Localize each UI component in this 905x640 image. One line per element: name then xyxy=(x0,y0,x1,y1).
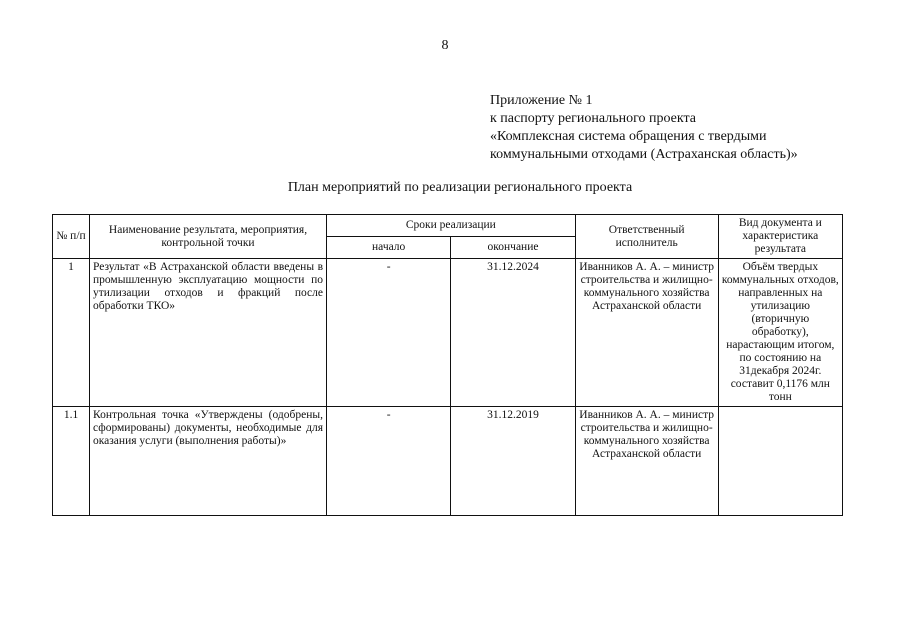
cell-end: 31.12.2019 xyxy=(451,407,575,516)
page-number: 8 xyxy=(441,38,449,53)
plan-title: План мероприятий по реализации регионального проекта xyxy=(287,180,633,195)
appendix-line: Приложение № 1 xyxy=(490,93,593,108)
table-header-row xyxy=(53,215,843,237)
table-row xyxy=(53,259,843,407)
cell-num: 1.1 xyxy=(53,407,90,516)
appendix-line: коммунальными отходами (Астраханская область)» xyxy=(490,147,798,162)
cell-start: - xyxy=(327,407,451,516)
header-num: № п/п xyxy=(53,215,90,259)
cell-responsible: Иванников А. А. – министр строительства и жилищно-коммунального хозяйства Астраханской области xyxy=(575,407,718,516)
plan-table xyxy=(52,214,843,516)
appendix-line: к паспорту регионального проекта xyxy=(490,111,696,126)
header-start: начало xyxy=(327,237,451,259)
header-responsible: Ответственный исполнитель xyxy=(575,215,718,259)
appendix-block xyxy=(490,92,798,164)
cell-responsible: Иванников А. А. – министр строительства и жилищно-коммунального хозяйства Астраханской области xyxy=(575,259,718,407)
table-row xyxy=(53,407,843,516)
cell-name: Контрольная точка «Утверждены (одобрены, сформированы) документы, необходимые для оказания услуги (выполнения работы)» xyxy=(90,407,327,516)
cell-name: Результат «В Астраханской области введены в промышленную эксплуатацию мощности по утилизации отходов и фракций после обработки ТКО» xyxy=(90,259,327,407)
header-end: окончание xyxy=(451,237,575,259)
header-terms: Сроки реализации xyxy=(327,215,576,237)
cell-document xyxy=(718,407,842,516)
cell-document: Объём твердых коммунальных отходов, направленных на утилизацию (вторичную обработку), нарастающим итогом, по состоянию на 31декабря 2024г. составит 0,1176 млн тонн xyxy=(718,259,842,407)
cell-start: - xyxy=(327,259,451,407)
cell-end: 31.12.2024 xyxy=(451,259,575,407)
cell-num: 1 xyxy=(53,259,90,407)
header-name: Наименование результата, мероприятия, контрольной точки xyxy=(90,215,327,259)
header-document: Вид документа и характеристика результата xyxy=(718,215,842,259)
appendix-line: «Комплексная система обращения с твердыми xyxy=(490,129,767,144)
